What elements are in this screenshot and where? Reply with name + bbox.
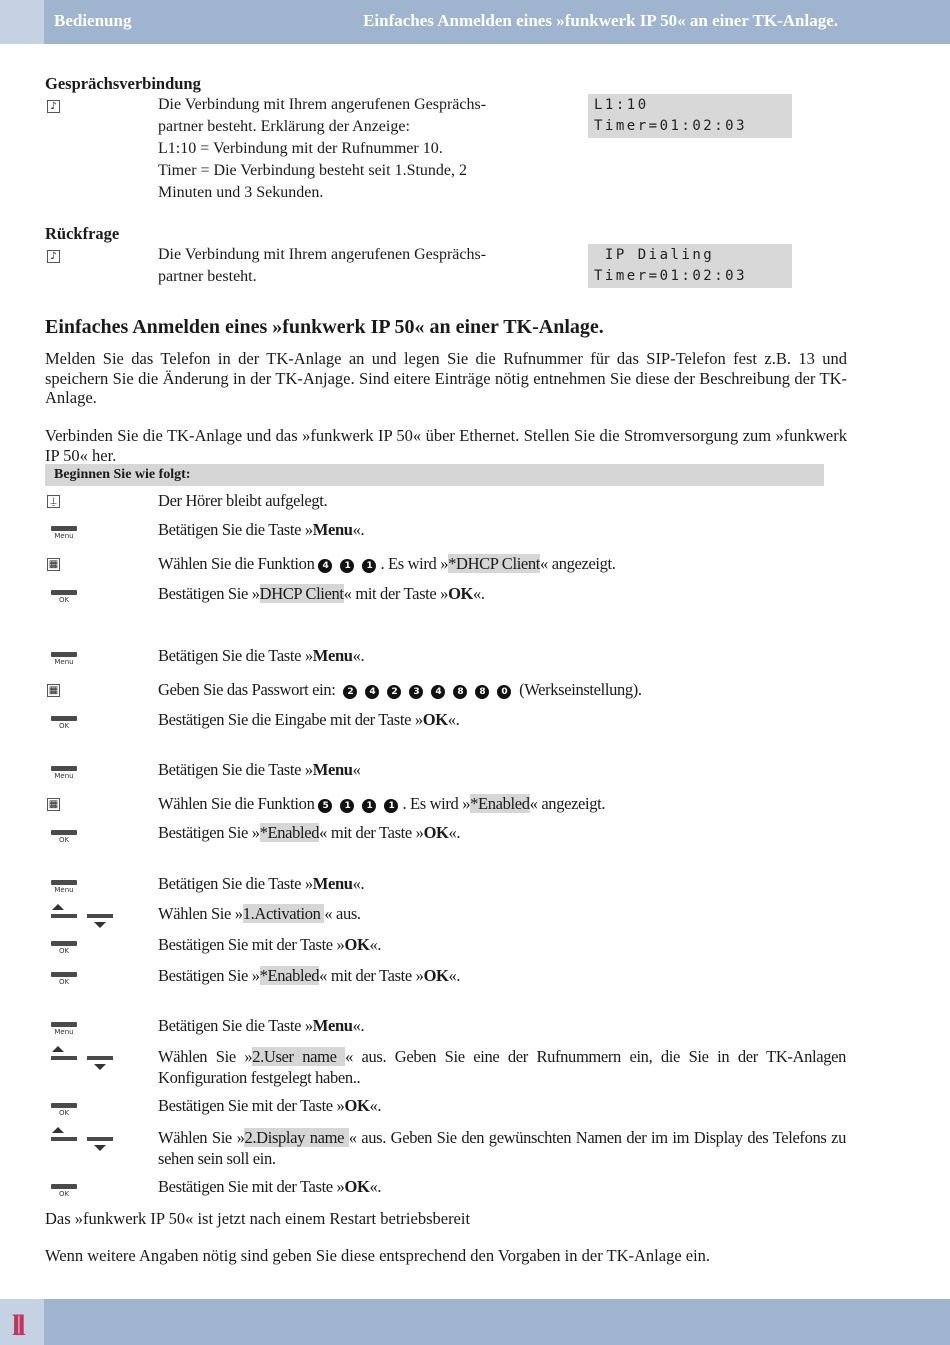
header-tab bbox=[0, 0, 44, 44]
key-1-icon: 1 bbox=[384, 799, 398, 813]
step-text: Bestätigen Sie »*Enabled« mit der Taste »OK«. bbox=[158, 966, 461, 985]
menu-key-icon: Menu bbox=[51, 652, 77, 657]
handset-icon: ♪ bbox=[47, 100, 60, 113]
call-description bbox=[158, 94, 486, 204]
intro-paragraph: Melden Sie das Telefon in der TK-Anlage an und legen Sie die Rufnummer für das SIP-Telefon fest z.B. 13 und speichern Sie die Änderung in der TK-Anjage. Sind eitere Einträge nötig entnehmen Sie diese der Beschreibung der TK-Anlage. bbox=[45, 349, 847, 407]
text-line: Die Verbindung mit Ihrem angerufenen Gesprächs- bbox=[158, 96, 487, 113]
ok-key-icon: OK bbox=[51, 716, 77, 721]
menu-key-icon: Menu bbox=[51, 1022, 77, 1027]
instructions-bar bbox=[45, 464, 824, 486]
ok-key-icon: OK bbox=[51, 590, 77, 595]
step-text: Bestätigen Sie mit der Taste »OK«. bbox=[158, 1096, 382, 1115]
text-line: L1:10 = Verbindung mit der Rufnummer 10. bbox=[158, 140, 443, 157]
ok-key-icon: OK bbox=[51, 972, 77, 977]
key-1-icon: 1 bbox=[340, 559, 354, 573]
key-4-icon: 4 bbox=[365, 685, 379, 699]
step-text: Der Hörer bleibt aufgelegt. bbox=[158, 491, 328, 510]
instructions-bar-label: Beginnen Sie wie folgt: bbox=[54, 467, 191, 482]
text-line: Die Verbindung mit Ihrem angerufenen Gesprächs- bbox=[158, 246, 487, 263]
step-text: Bestätigen Sie die Eingabe mit der Taste »OK«. bbox=[158, 710, 460, 729]
step-text: Betätigen Sie die Taste »Menu«. bbox=[158, 646, 365, 665]
key-4-icon: 4 bbox=[431, 685, 445, 699]
ok-key-icon: OK bbox=[51, 830, 77, 835]
step-text: Bestätigen Sie »*Enabled« mit der Taste »OK«. bbox=[158, 823, 461, 842]
display-line: L1:10 bbox=[594, 97, 649, 113]
key-8-icon: 8 bbox=[475, 685, 489, 699]
step-text: Bestätigen Sie »DHCP Client« mit der Taste »OK«. bbox=[158, 584, 485, 603]
phone-display-inquiry bbox=[588, 244, 792, 288]
key-1-icon: 1 bbox=[362, 799, 376, 813]
step-text: Wählen Sie »2.Display name « aus. Geben Sie den gewünschten Namen der im im Display des Telefons zu sehen sein soll ein. bbox=[158, 1128, 846, 1168]
ok-key-icon: OK bbox=[51, 1103, 77, 1108]
header-section-title: Bedienung bbox=[54, 11, 132, 30]
display-line: Timer=01:02:03 bbox=[594, 268, 748, 284]
up-down-keys-icon bbox=[51, 1046, 117, 1079]
key-2-icon: 2 bbox=[343, 685, 357, 699]
closing-ready-text: Das »funkwerk IP 50« ist jetzt nach einem Restart betriebsbereit bbox=[45, 1209, 471, 1228]
text-line: Timer = Die Verbindung besteht seit 1.Stunde, 2 bbox=[158, 162, 468, 179]
text-line: Minuten und 3 Sekunden. bbox=[158, 184, 324, 201]
display-line: Timer=01:02:03 bbox=[594, 118, 748, 134]
key-0-icon: 0 bbox=[497, 685, 511, 699]
display-line: IP Dialing bbox=[594, 247, 715, 263]
key-5-icon: 5 bbox=[318, 799, 332, 813]
keypad-icon: ▦ bbox=[48, 685, 59, 696]
keypad-icon: ▦ bbox=[48, 799, 59, 810]
section-title-call: Gesprächsverbindung bbox=[45, 74, 201, 93]
menu-key-icon: Menu bbox=[51, 766, 77, 771]
text-line: partner besteht. bbox=[158, 268, 257, 285]
inquiry-description bbox=[158, 244, 486, 288]
phone-display-call bbox=[588, 94, 792, 138]
step-text: Wählen Sie die Funktion 4 1 1 . Es wird »*DHCP Client« angezeigt. bbox=[158, 554, 616, 573]
hook-icon: ⍊ bbox=[47, 495, 60, 508]
text-line: partner besteht. Erklärung der Anzeige: bbox=[158, 118, 410, 135]
key-2-icon: 2 bbox=[387, 685, 401, 699]
menu-key-icon: Menu bbox=[51, 526, 77, 531]
keypad-icon: ▦ bbox=[48, 559, 59, 570]
step-text: Bestätigen Sie mit der Taste »OK«. bbox=[158, 1177, 382, 1196]
step-text: Wählen Sie »1.Activation « aus. bbox=[158, 904, 361, 923]
up-down-keys-icon bbox=[51, 1127, 117, 1160]
step-text: Wählen Sie »2.User name « aus. Geben Sie eine der Rufnummern ein, die Sie in der TK-Anlagen Konfiguration festgelegt haben.. bbox=[158, 1047, 846, 1087]
section-title-inquiry: Rückfrage bbox=[45, 224, 120, 243]
step-text: Betätigen Sie die Taste »Menu« bbox=[158, 760, 361, 779]
connect-paragraph: Verbinden Sie die TK-Anlage und das »funkwerk IP 50« über Ethernet. Stellen Sie die Stromversorgung zum »funkwerk IP 50« her. bbox=[45, 426, 847, 465]
key-4-icon: 4 bbox=[318, 559, 332, 573]
step-text: Bestätigen Sie mit der Taste »OK«. bbox=[158, 935, 382, 954]
ok-key-icon: OK bbox=[51, 941, 77, 946]
ok-key-icon: OK bbox=[51, 1184, 77, 1189]
menu-key-icon: Menu bbox=[51, 880, 77, 885]
key-8-icon: 8 bbox=[453, 685, 467, 699]
step-text: Betätigen Sie die Taste »Menu«. bbox=[158, 1016, 365, 1035]
page-header bbox=[0, 0, 950, 44]
step-text: Betätigen Sie die Taste »Menu«. bbox=[158, 520, 365, 539]
step-text: Wählen Sie die Funktion 5 1 1 1 . Es wird »*Enabled« angezeigt. bbox=[158, 794, 606, 813]
step-text: Betätigen Sie die Taste »Menu«. bbox=[158, 874, 365, 893]
header-chapter-title: Einfaches Anmelden eines »funkwerk IP 50« an einer TK-Anlage. bbox=[363, 11, 838, 30]
closing-note-text: Wenn weitere Angaben nötig sind geben Sie diese entsprechend den Vorgaben in der TK-Anlage ein. bbox=[45, 1246, 711, 1265]
key-1-icon: 1 bbox=[340, 799, 354, 813]
key-3-icon: 3 bbox=[409, 685, 423, 699]
brand-logo: ll bbox=[12, 1309, 23, 1342]
handset-icon: ♪ bbox=[47, 250, 60, 263]
main-title: Einfaches Anmelden eines »funkwerk IP 50« an einer TK-Anlage. bbox=[45, 316, 604, 338]
key-1-icon: 1 bbox=[362, 559, 376, 573]
step-text: Geben Sie das Passwort ein: 2 4 2 3 4 8 8 0 (Werkseinstellung). bbox=[158, 680, 642, 699]
up-down-keys-icon bbox=[51, 904, 117, 937]
page-footer bbox=[0, 1299, 950, 1345]
